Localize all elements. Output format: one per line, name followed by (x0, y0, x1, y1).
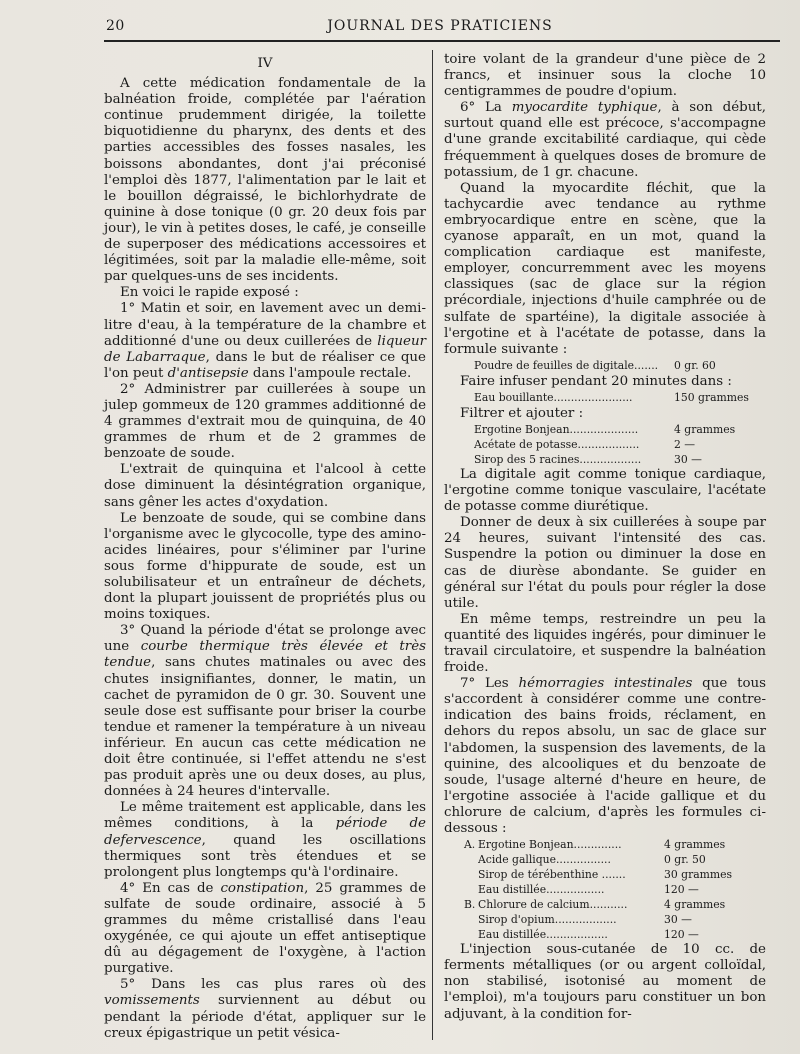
paragraph: En voici le rapide exposé : (120, 285, 299, 301)
journal-title: JOURNAL DES PRATICIENS (327, 18, 553, 34)
header-rule (104, 40, 780, 42)
formula-a (444, 837, 766, 897)
formula-row: Sirop des 5 racines.................. 30 — (474, 452, 702, 466)
running-header (100, 16, 780, 38)
formula-row: Sirop d'opium.................. 30 — (478, 913, 692, 927)
paragraph: 1° Matin et soir, en lavement avec un demi-litre d'eau, à la température de la chambre et additionné d'une ou deux cuillerées de liqueur de Labarraque, dans le but de réaliser ce que l'on peut d'antisepsie dans l'ampoule rectale. (104, 301, 426, 381)
formula-row: Ergotine Bonjean.................... 4 grammes (474, 422, 736, 436)
paragraph: L'extrait de quinquina et l'alcool à cette dose diminuent la désintégration organique, sans gêner les actes d'oxydation. (104, 462, 426, 510)
paragraph: La digitale agit comme tonique cardiaque, l'ergotine comme tonique vasculaire, l'acétate de potasse comme diurétique. (444, 466, 766, 515)
formula-row: Sirop de térébenthine ....... 30 grammes (478, 868, 733, 882)
column-divider (432, 50, 433, 1040)
right-column (444, 52, 766, 1023)
formula-row: Eau bouillante....................... 150 grammes (474, 390, 749, 404)
paragraph: 6° La myocardite typhique, à son début, surtout quand elle est précoce, s'accompagne d'une grande excitabilité cardiaque, qui cède fréquemment à quelques doses de bromure de potassium, de 1 gr. chacune. (444, 100, 767, 180)
formula-row: Poudre de feuilles de digitale....... 0 gr. 60 (474, 358, 716, 372)
paragraph: 5° Dans les cas plus rares où des vomissements surviennent au début ou pendant la période d'état, appliquer sur le creux épigastrique un petit vésica- (104, 977, 426, 1041)
formula-row: Eau distillée................. 120 — (478, 883, 699, 897)
left-column (104, 52, 426, 1042)
formula-1 (444, 358, 766, 373)
formula-row: B. Chlorure de calcium........... 4 grammes (464, 898, 726, 912)
formula-row: Eau distillée.................. 120 — (478, 928, 699, 942)
paragraph: En même temps, restreindre un peu la quantité des liquides ingérés, pour diminuer le travail circulatoire, et suspendre la balnéation froide. (444, 611, 766, 676)
paragraph: 7° Les hémorragies intestinales que tous s'accordent à considérer comme une contre-indication des bains froids, réclament, en dehors du repos absolu, un sac de glace sur l'abdomen, la suspension des lavements, de la quinine, des alcooliques et du benzoate de soude, l'usage alterné d'heure en heure, de l'ergotine associée à l'acide gallique et du chlorure de calcium, d'après les formules ci-dessous : (444, 676, 767, 837)
formula-instruction: Faire infuser pendant 20 minutes dans : (460, 373, 732, 389)
paragraph: toire volant de la grandeur d'une pièce de 2 francs, et insinuer sous la cloche 10 centigrammes de poudre d'opium. (444, 52, 766, 100)
formula-2 (444, 390, 766, 405)
formula-b (444, 897, 766, 942)
formula-row: Acide gallique................ 0 gr. 50 (478, 853, 706, 867)
paragraph: 4° En cas de constipation, 25 grammes de sulfate de soude ordinaire, associé à 5 grammes du même cristallisé dans l'eau oxygénée, ce qui ajoute un effet antiseptique dû au dégagement de l'oxygène, à l'action purgative. (104, 880, 426, 977)
formula-row: A. Ergotine Bonjean.............. 4 grammes (464, 838, 726, 852)
page-number: 20 (106, 18, 125, 34)
formula-instruction: Filtrer et ajouter : (460, 405, 584, 421)
paragraph: A cette médication fondamentale de la balnéation froide, complétée par l'aération continue prudemment dirigée, la toilette biquotidienne du pharynx, des dents et des parties accessibles des fosses nasales, les boissons abondantes, dont j'ai préconisé l'emploi dès 1877, l'alimentation par le lait et le bouillon dégraissé, le bichlorhydrate de quinine à dose tonique (0 gr. 20 deux fois par jour), le vin à petites doses, le café, je conseille de superposer des médications accessoires et légitimées, soit par la maladie elle-même, soit par quelques-uns de ses incidents. (104, 76, 426, 285)
paragraph: 3° Quand la période d'état se prolonge avec une courbe thermique très élevée et très tendue, sans chutes matinales ou avec des chutes insignifiantes, donner, le matin, un cachet de pyramidon de 0 gr. 30. Souvent une seule dose est suffisante pour briser la courbe tendue et ramener la température à un niveau inférieur. En aucun cas cette médication ne doit être continuée, si l'effet attendu ne s'est pas produit après une ou deux doses, au plus, données à 24 heures d'intervalle. (104, 623, 426, 800)
paragraph: Le benzoate de soude, qui se combine dans l'organisme avec le glycocolle, type des amino-acides linéaires, pour s'éliminer par l'urine sous forme d'hippurate de soude, est un solubilisateur et un entraîneur de déchets, dont la plupart jouissent de propriétés plus ou moins toxiques. (104, 510, 426, 623)
paragraph: 2° Administrer par cuillerées à soupe un julep gommeux de 120 grammes additionné de 4 grammes d'extrait mou de quinquina, de 40 grammes de rhum et de 2 grammes de benzoate de soude. (104, 381, 426, 462)
formula-3 (444, 422, 766, 467)
paragraph: Quand la myocardite fléchit, que la tachycardie avec tendance au rythme embryocardique entre en scène, que la cyanose apparaît, en un mot, quand la complication cardiaque est manifeste, employer, concurremment avec les moyens classiques (sac de glace sur la région précordiale, injections d'huile camphrée ou de sulfate de spartéine), la digitale associée à l'ergotine et à l'acétate de potasse, dans la formule suivante : (444, 180, 766, 357)
section-number: IV (257, 56, 273, 71)
paragraph: Donner de deux à six cuillerées à soupe par 24 heures, suivant l'intensité des cas. Suspendre la potion ou diminuer la dose en cas de diurèse abondante. Se guider en général sur l'état du pouls pour régler la dose utile. (444, 515, 766, 611)
formula-row: Acétate de potasse.................. 2 — (474, 437, 696, 451)
paragraph: L'injection sous-cutanée de 10 cc. de ferments métalliques (or ou argent colloïdal, non stabilisé, isotonisé au moment de l'emploi), m'a toujours paru constituer un bon adjuvant, à la condition for- (444, 942, 766, 1022)
paragraph: Le même traitement est applicable, dans les mêmes conditions, à la période de defervescence, quand les oscillations thermiques sont très étendues et se prolongent plus longtemps qu'à l'ordinaire. (104, 800, 426, 880)
